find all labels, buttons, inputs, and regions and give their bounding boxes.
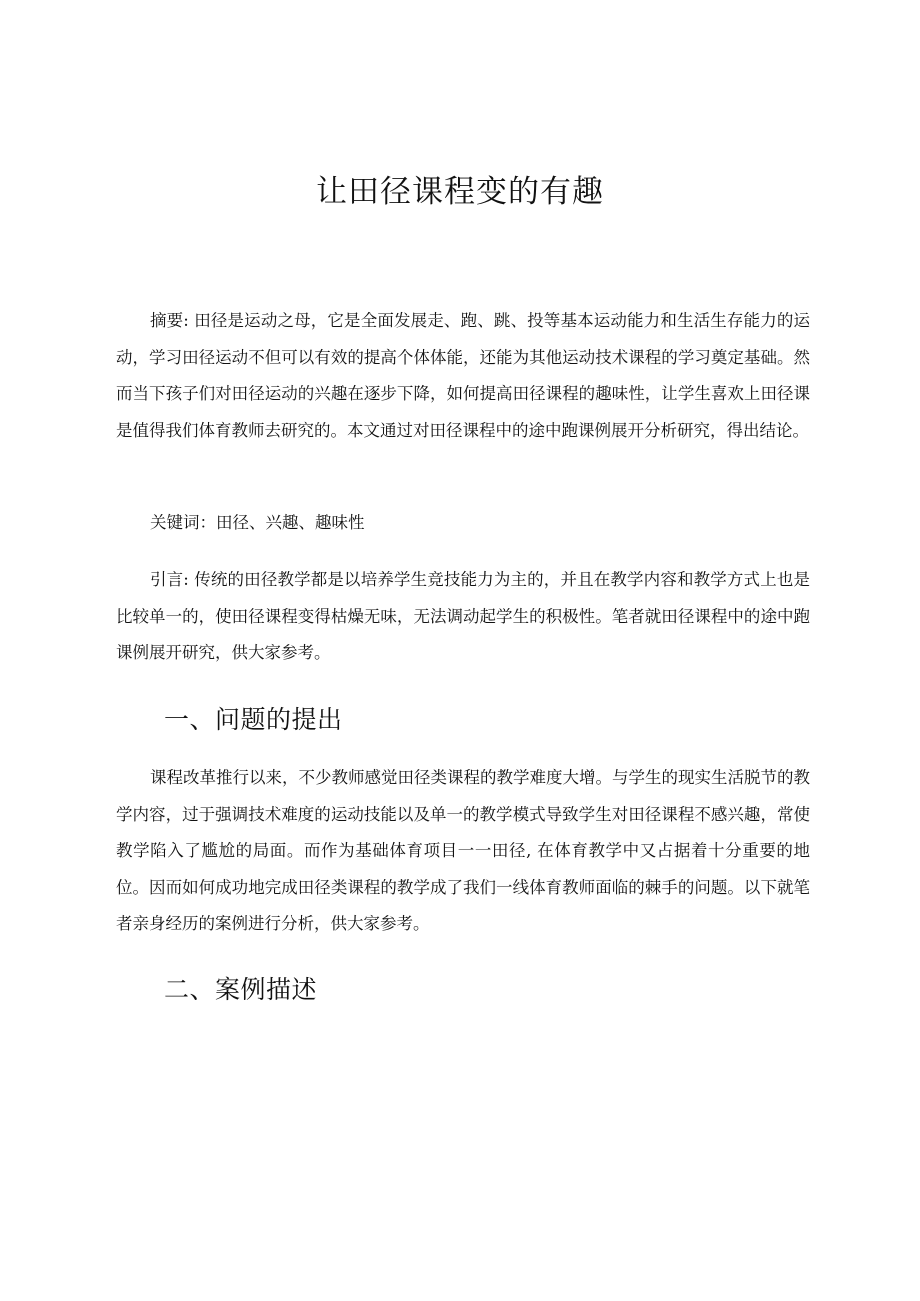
section-heading-case: 二、案例描述 bbox=[164, 975, 318, 1004]
intro-paragraph: 引言: 传统的田径教学都是以培养学生竞技能力为主的，并且在教学内容和教学方式上也是比较单一的，使田径课程变得枯燥无味，无法调动起学生的积极性。笔者就田径课程中的途中跑课例展开研究，供大家参考。 bbox=[116, 570, 810, 662]
document-title: 让田径课程变的有趣 bbox=[316, 174, 604, 210]
keywords-paragraph: 关键词：田径、兴趣、趣味性 bbox=[150, 513, 365, 532]
section-body-problem: 课程改革推行以来，不少教师感觉田径类课程的教学难度大增。与学生的现实生活脱节的教学内容，过于强调技术难度的运动技能以及单一的教学模式导致学生对田径课程不感兴趣，常使教学陷入了尴尬的局面。而作为基础体育项目一一田径, 在体育教学中又占据着十分重要的地位。因而如何成功地完成田径类课程的教学成了我们一线体育教师面临的棘手的问题。以下就笔者亲身经历的案例进行分析，供大家参考。 bbox=[116, 768, 810, 933]
abstract-paragraph: 摘要: 田径是运动之母，它是全面发展走、跑、跳、投等基本运动能力和生活生存能力的运动，学习田径运动不但可以有效的提高个体体能，还能为其他运动技术课程的学习奠定基础。然而当下孩子们对田径运动的兴趣在逐步下降，如何提高田径课程的趣味性，让学生喜欢上田径课是值得我们体育教师去研究的。本文通过对田径课程中的途中跑课例展开分析研究，得出结论。 bbox=[116, 311, 810, 440]
section-heading-problem: 一、问题的提出 bbox=[164, 705, 343, 734]
